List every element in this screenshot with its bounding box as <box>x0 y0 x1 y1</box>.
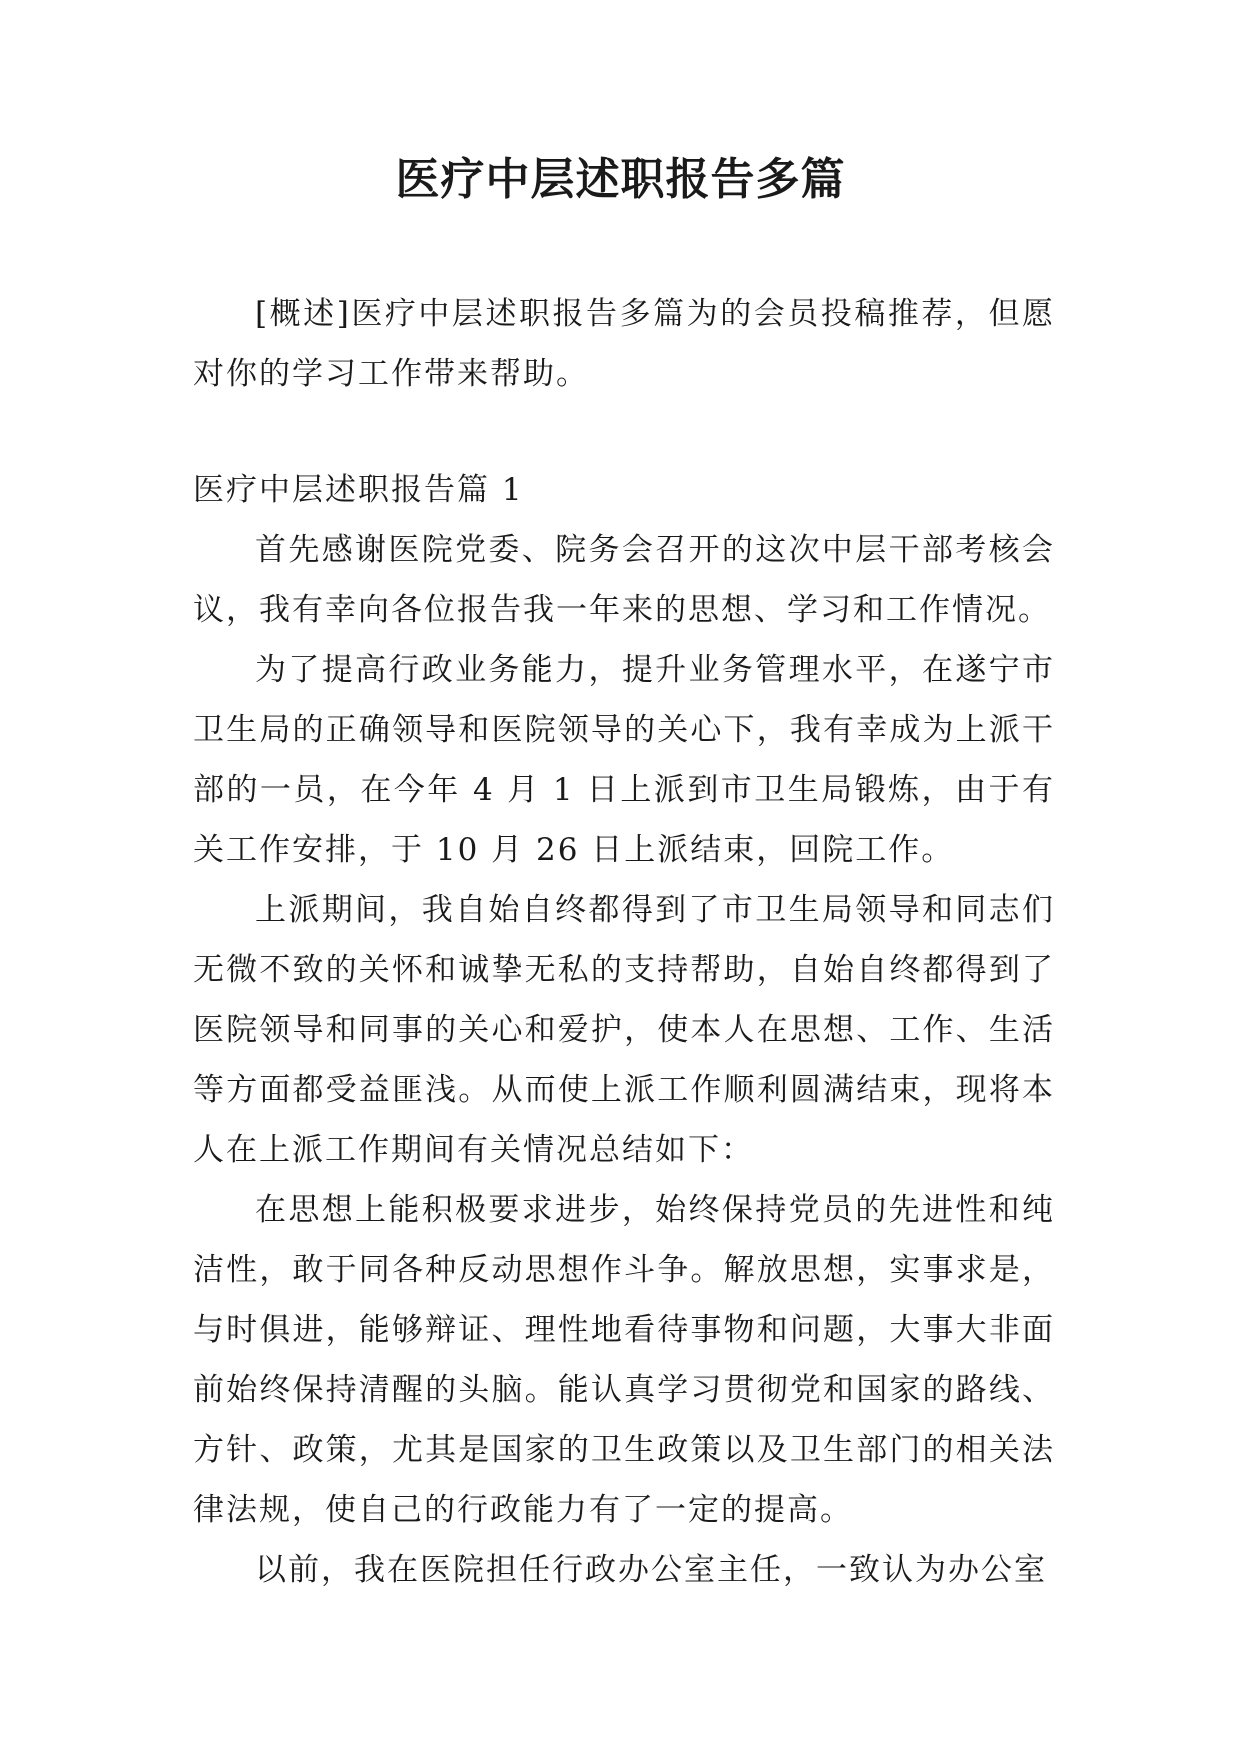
body-paragraph: 以前，我在医院担任行政办公室主任，一致认为办公室 <box>255 1552 1047 1588</box>
document-body <box>193 284 1055 1600</box>
body-paragraph: 首先感谢医院党委、院务会召开的这次中层干部考核会议，我有幸向各位报告我一年来的思想、学习和工作情况。 <box>193 532 1055 628</box>
summary-paragraph: [概述]医疗中层述职报告多篇为的会员投稿推荐，但愿对你的学习工作带来帮助。 <box>193 296 1055 392</box>
spacer <box>193 404 1055 460</box>
document-title: 医疗中层述职报告多篇 <box>395 154 846 205</box>
section-heading: 医疗中层述职报告篇 1 <box>193 472 524 508</box>
body-paragraph: 在思想上能积极要求进步，始终保持党员的先进性和纯洁性，敢于同各种反动思想作斗争。解放思想，实事求是，与时俱进，能够辩证、理性地看待事物和问题，大事大非面前始终保持清醒的头脑。能认真学习贯彻党和国家的路线、方针、政策，尤其是国家的卫生政策以及卫生部门的相关法律法规，使自己的行政能力有了一定的提高。 <box>193 1192 1055 1528</box>
body-paragraph: 上派期间，我自始自终都得到了市卫生局领导和同志们无微不致的关怀和诚挚无私的支持帮助，自始自终都得到了医院领导和同事的关心和爱护，使本人在思想、工作、生活等方面都受益匪浅。从而使上派工作顺利圆满结束，现将本人在上派工作期间有关情况总结如下： <box>193 892 1055 1168</box>
body-paragraph: 为了提高行政业务能力，提升业务管理水平，在遂宁市卫生局的正确领导和医院领导的关心下，我有幸成为上派干部的一员，在今年 4 月 1 日上派到市卫生局锻炼，由于有关工作安排，于 10 月 26 日上派结束，回院工作。 <box>193 652 1055 868</box>
